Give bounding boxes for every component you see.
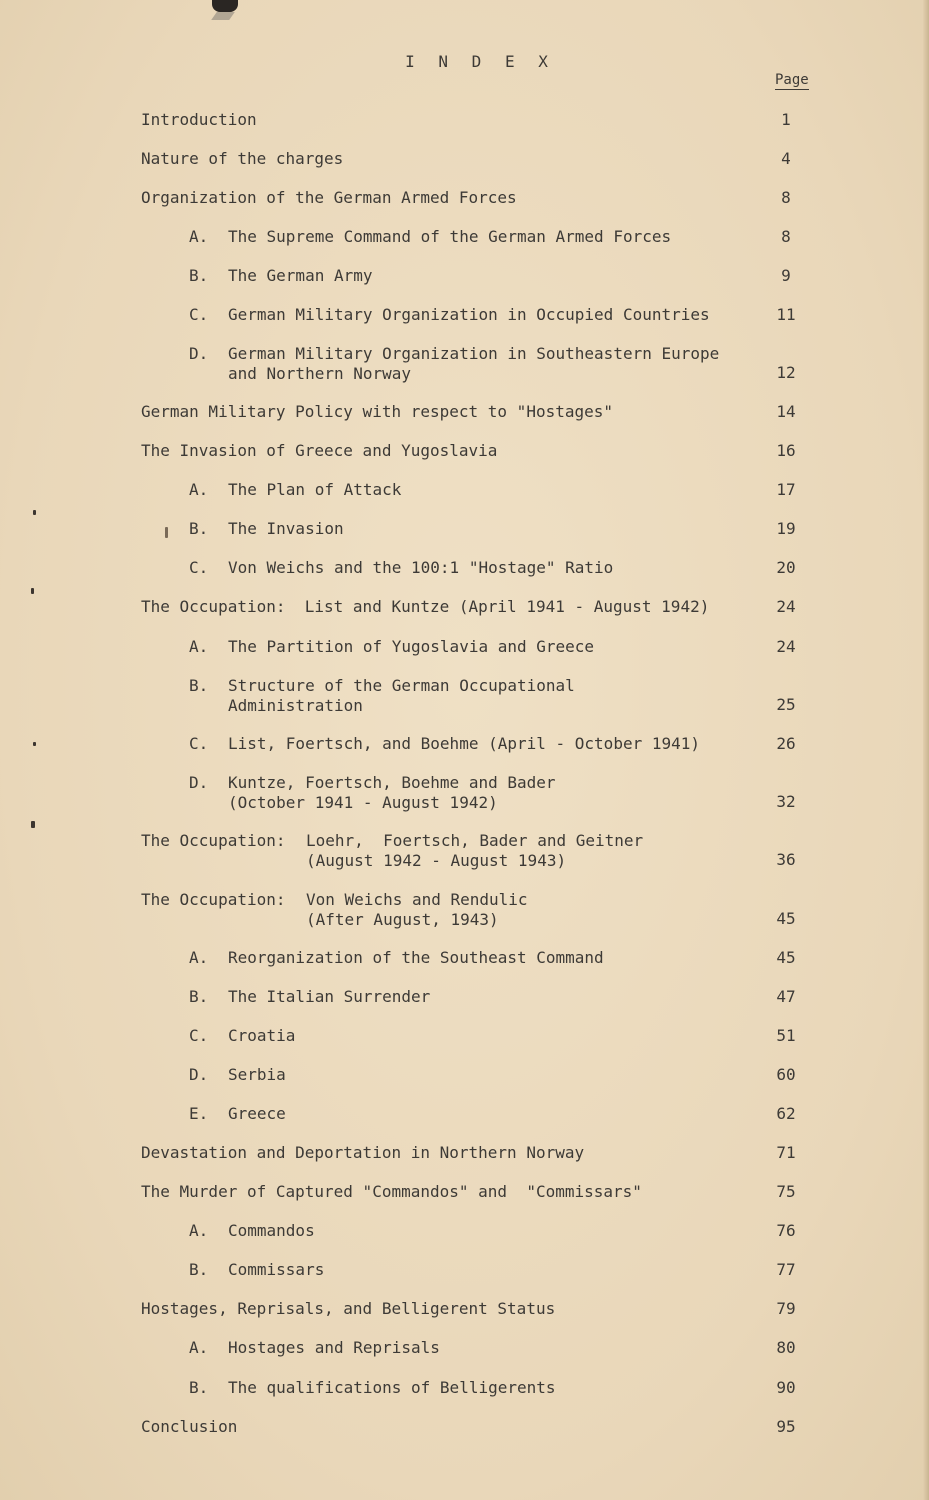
toc-subentry-letter: A. [189,480,209,499]
toc-entry-title: Commissars [228,1260,325,1279]
toc-page-number: 45 [776,909,796,928]
toc-page-number: 79 [776,1299,796,1318]
toc-entry-subtitle: Von Weichs and Rendulic [306,890,528,909]
toc-page-number: 16 [776,441,796,460]
index-title: I N D E X [405,52,555,71]
toc-subentry-letter: D. [189,1065,209,1084]
toc-subentry-letter: B. [189,266,209,285]
toc-entry-continuation: Administration [228,696,363,715]
toc-entry-title: The Italian Surrender [228,987,431,1006]
staple-mark [212,0,238,12]
page-column-header: Page [775,72,809,88]
toc-entry-title: German Military Organization in Southeastern Europe [228,344,720,363]
toc-subentry-letter: A. [189,637,209,656]
toc-entry-continuation: and Northern Norway [228,364,412,383]
toc-entry-continuation: (August 1942 - August 1943) [306,851,567,870]
toc-page-number: 8 [781,227,791,246]
toc-page-number: 51 [776,1026,796,1045]
toc-page-number: 26 [776,734,796,753]
toc-entry-title: The Partition of Yugoslavia and Greece [228,637,595,656]
toc-page-number: 19 [776,519,796,538]
toc-subentry-letter: B. [189,1260,209,1279]
toc-subentry-letter: B. [189,519,209,538]
toc-entry-title: Structure of the German Occupational [228,676,575,695]
toc-page-number: 47 [776,987,796,1006]
toc-page-number: 14 [776,402,796,421]
speck-mark [31,821,35,828]
toc-entry-title: The Occupation: [141,831,286,850]
toc-subentry-letter: A. [189,948,209,967]
toc-page-number: 77 [776,1260,796,1279]
toc-page-number: 9 [781,266,791,285]
toc-page-number: 8 [781,188,791,207]
toc-page-number: 1 [781,110,791,129]
toc-entry-title: The Invasion [228,519,344,538]
toc-entry-title: Croatia [228,1026,296,1045]
toc-entry-title: Von Weichs and the 100:1 "Hostage" Ratio [228,558,614,577]
toc-subentry-letter: C. [189,734,209,753]
toc-entry-title: German Military Organization in Occupied Countries [228,305,710,324]
toc-entry-title: Reorganization of the Southeast Command [228,948,604,967]
toc-entry-title: Organization of the German Armed Forces [141,188,517,207]
toc-entry-title: Kuntze, Foertsch, Boehme and Bader [228,773,556,792]
toc-page-number: 24 [776,597,796,616]
toc-subentry-letter: A. [189,227,209,246]
toc-page-number: 45 [776,948,796,967]
toc-subentry-letter: A. [189,1221,209,1240]
toc-page-number: 17 [776,480,796,499]
toc-page-number: 90 [776,1378,796,1397]
paper-edge [923,0,929,1500]
toc-entry-title: Devastation and Deportation in Northern Norway [141,1143,585,1162]
toc-entry-subtitle: Loehr, Foertsch, Bader and Geitner [306,831,644,850]
toc-subentry-letter: C. [189,305,209,324]
toc-subentry-letter: B. [189,987,209,1006]
toc-entry-title: German Military Policy with respect to "Hostages" [141,402,614,421]
toc-entry-title: List, Foertsch, and Boehme (April - October 1941) [228,734,701,753]
toc-entry-title: The Supreme Command of the German Armed Forces [228,227,672,246]
toc-entry-continuation: (After August, 1943) [306,910,499,929]
toc-subentry-letter: A. [189,1338,209,1357]
toc-entry-title: The Murder of Captured "Commandos" and "Commissars" [141,1182,642,1201]
toc-page-number: 25 [776,695,796,714]
toc-entry-title: The qualifications of Belligerents [228,1378,556,1397]
toc-entry-title: The Plan of Attack [228,480,402,499]
toc-entry-title: Hostages and Reprisals [228,1338,440,1357]
toc-page-number: 36 [776,850,796,869]
toc-entry-title: Introduction [141,110,257,129]
toc-entry-title: Greece [228,1104,286,1123]
toc-page-number: 24 [776,637,796,656]
toc-entry-title: Commandos [228,1221,315,1240]
toc-subentry-letter: B. [189,676,209,695]
speck-mark [33,510,36,515]
toc-entry-title: The Occupation: [141,890,286,909]
toc-page-number: 60 [776,1065,796,1084]
toc-page-number: 20 [776,558,796,577]
speck-mark [165,527,168,538]
toc-subentry-letter: B. [189,1378,209,1397]
toc-entry-title: The Invasion of Greece and Yugoslavia [141,441,498,460]
toc-entry-continuation: (October 1941 - August 1942) [228,793,498,812]
toc-page-number: 11 [776,305,796,324]
toc-page-number: 4 [781,149,791,168]
toc-subentry-letter: D. [189,773,209,792]
toc-entry-title: Hostages, Reprisals, and Belligerent Status [141,1299,556,1318]
toc-page-number: 76 [776,1221,796,1240]
toc-page-number: 80 [776,1338,796,1357]
toc-page-number: 12 [776,363,796,382]
toc-subentry-letter: E. [189,1104,209,1123]
speck-mark [33,742,36,746]
toc-subentry-letter: C. [189,1026,209,1045]
toc-page-number: 71 [776,1143,796,1162]
toc-entry-title: The German Army [228,266,373,285]
toc-entry-title: The Occupation: List and Kuntze (April 1941 - August 1942) [141,597,710,616]
toc-page-number: 75 [776,1182,796,1201]
toc-subentry-letter: C. [189,558,209,577]
toc-entry-title: Serbia [228,1065,286,1084]
toc-subentry-letter: D. [189,344,209,363]
toc-page-number: 95 [776,1417,796,1436]
toc-page-number: 62 [776,1104,796,1123]
speck-mark [31,588,34,594]
toc-entry-title: Conclusion [141,1417,238,1436]
toc-entry-title: Nature of the charges [141,149,344,168]
toc-page-number: 32 [776,792,796,811]
